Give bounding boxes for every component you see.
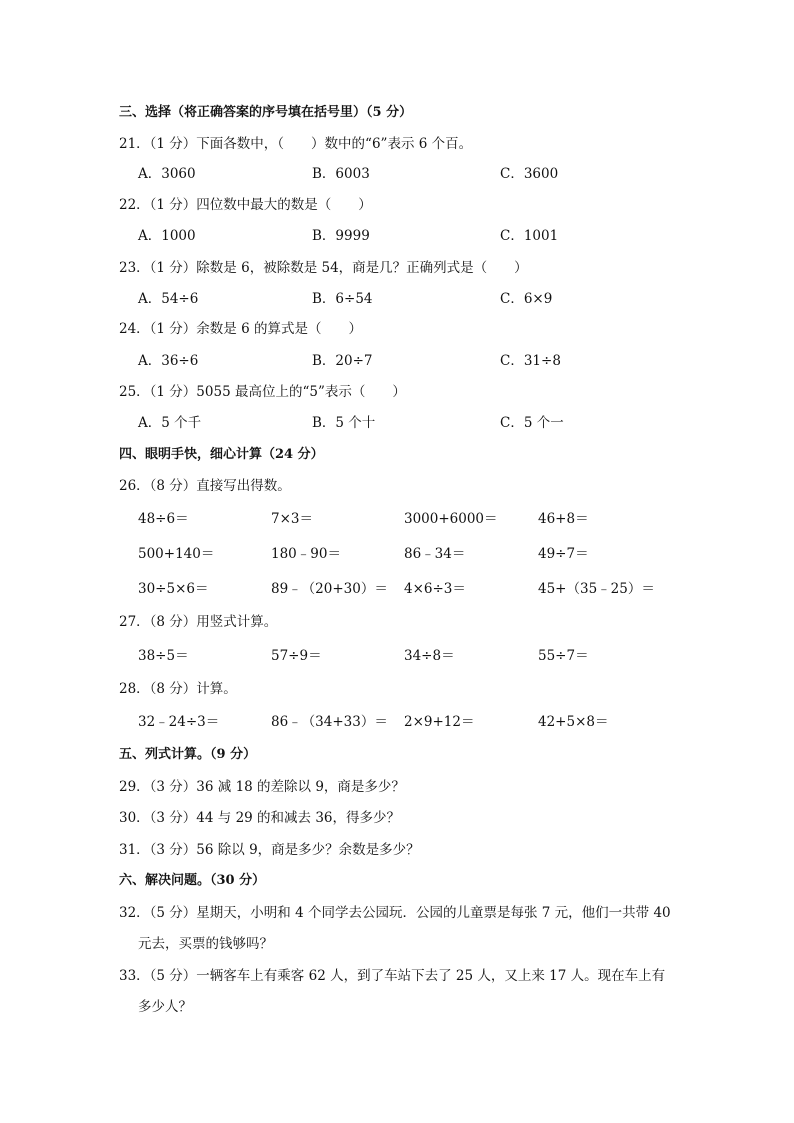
calc-item: 180﹣90＝	[271, 546, 341, 562]
question-24: 24．（1 分）余数是 6 的算式是（ ）	[119, 321, 362, 337]
option-c: C．1001	[500, 228, 559, 244]
section-6-heading: 六、解决问题。（30 分）	[119, 873, 266, 888]
calc-item: 89﹣（20+30）＝	[271, 581, 388, 597]
calc-item: 49÷7＝	[538, 546, 589, 562]
question-33-line-2: 多少人？	[138, 999, 192, 1015]
section-4-heading: 四、眼明手快，细心计算（24 分）	[119, 447, 324, 462]
section-3-heading: 三、选择（将正确答案的序号填在括号里）（5 分）	[119, 105, 413, 120]
option-a: A．1000	[138, 228, 196, 244]
option-c: C．3600	[500, 166, 559, 182]
option-a: A．54÷6	[138, 291, 199, 307]
calc-item: 57÷9＝	[271, 648, 322, 664]
calc-item: 45+（35﹣25）＝	[538, 581, 655, 597]
calc-item: 3000+6000＝	[404, 511, 498, 527]
option-c: C．5 个一	[500, 415, 564, 431]
option-c: C．31÷8	[500, 353, 561, 369]
question-33-line-1: 33．（5 分）一辆客车上有乘客 62 人，到了车站下去了 25 人，又上来 17 人。现在车上有	[119, 968, 666, 984]
calc-item: 48÷6＝	[138, 511, 189, 527]
option-c: C．6×9	[500, 291, 553, 307]
question-27: 27．（8 分）用竖式计算。	[119, 614, 278, 630]
calc-row	[0, 712, 794, 732]
option-b: B．5 个十	[312, 415, 376, 431]
option-a: A．3060	[138, 166, 196, 182]
question-22: 22．（1 分）四位数中最大的数是（ ）	[119, 197, 372, 213]
calc-item: 2×9+12＝	[404, 714, 475, 730]
question-32-line-2: 元去，买票的钱够吗？	[138, 936, 273, 952]
question-26: 26．（8 分）直接写出得数。	[119, 478, 291, 494]
question-32-line-1: 32．（5 分）星期天，小明和 4 个同学去公园玩．公园的儿童票是每张 7 元，他们一共带 40	[119, 905, 671, 921]
calc-item: 4×6÷3＝	[404, 581, 466, 597]
calc-row	[0, 646, 794, 666]
calc-row	[0, 509, 794, 529]
question-30: 30．（3 分）44 与 29 的和减去 36，得多少？	[119, 810, 401, 826]
question-31: 31．（3 分）56 除以 9，商是多少？余数是多少？	[119, 842, 420, 858]
calc-row	[0, 579, 794, 599]
calc-row	[0, 544, 794, 564]
question-21: 21．（1 分）下面各数中，（ ）数中的“6”表示 6 个百。	[119, 136, 473, 152]
option-b: B．20÷7	[312, 353, 373, 369]
calc-item: 55÷7＝	[538, 648, 589, 664]
question-21-options	[0, 164, 794, 184]
question-25-options	[0, 413, 794, 433]
question-24-options	[0, 351, 794, 371]
calc-item: 42+5×8＝	[538, 714, 609, 730]
question-22-options	[0, 226, 794, 246]
calc-item: 32﹣24÷3＝	[138, 714, 220, 730]
calc-item: 30÷5×6＝	[138, 581, 209, 597]
calc-item: 34÷8＝	[404, 648, 455, 664]
section-5-heading: 五、列式计算。（9 分）	[119, 747, 257, 762]
calc-item: 7×3＝	[271, 511, 313, 527]
calc-item: 500+140＝	[138, 546, 215, 562]
option-a: A．36÷6	[138, 353, 199, 369]
calc-item: 46+8＝	[538, 511, 589, 527]
question-23-options	[0, 289, 794, 309]
question-25: 25．（1 分）5055 最高位上的“5”表示（ ）	[119, 384, 406, 400]
option-b: B．6003	[312, 166, 370, 182]
question-29: 29．（3 分）36 减 18 的差除以 9，商是多少？	[119, 779, 405, 795]
option-b: B．6÷54	[312, 291, 373, 307]
question-23: 23．（1 分）除数是 6，被除数是 54，商是几？正确列式是（ ）	[119, 260, 528, 276]
calc-item: 38÷5＝	[138, 648, 189, 664]
question-28: 28．（8 分）计算。	[119, 681, 237, 697]
calc-item: 86﹣（34+33）＝	[271, 714, 388, 730]
calc-item: 86﹣34＝	[404, 546, 466, 562]
option-b: B．9999	[312, 228, 370, 244]
option-a: A．5 个千	[138, 415, 202, 431]
